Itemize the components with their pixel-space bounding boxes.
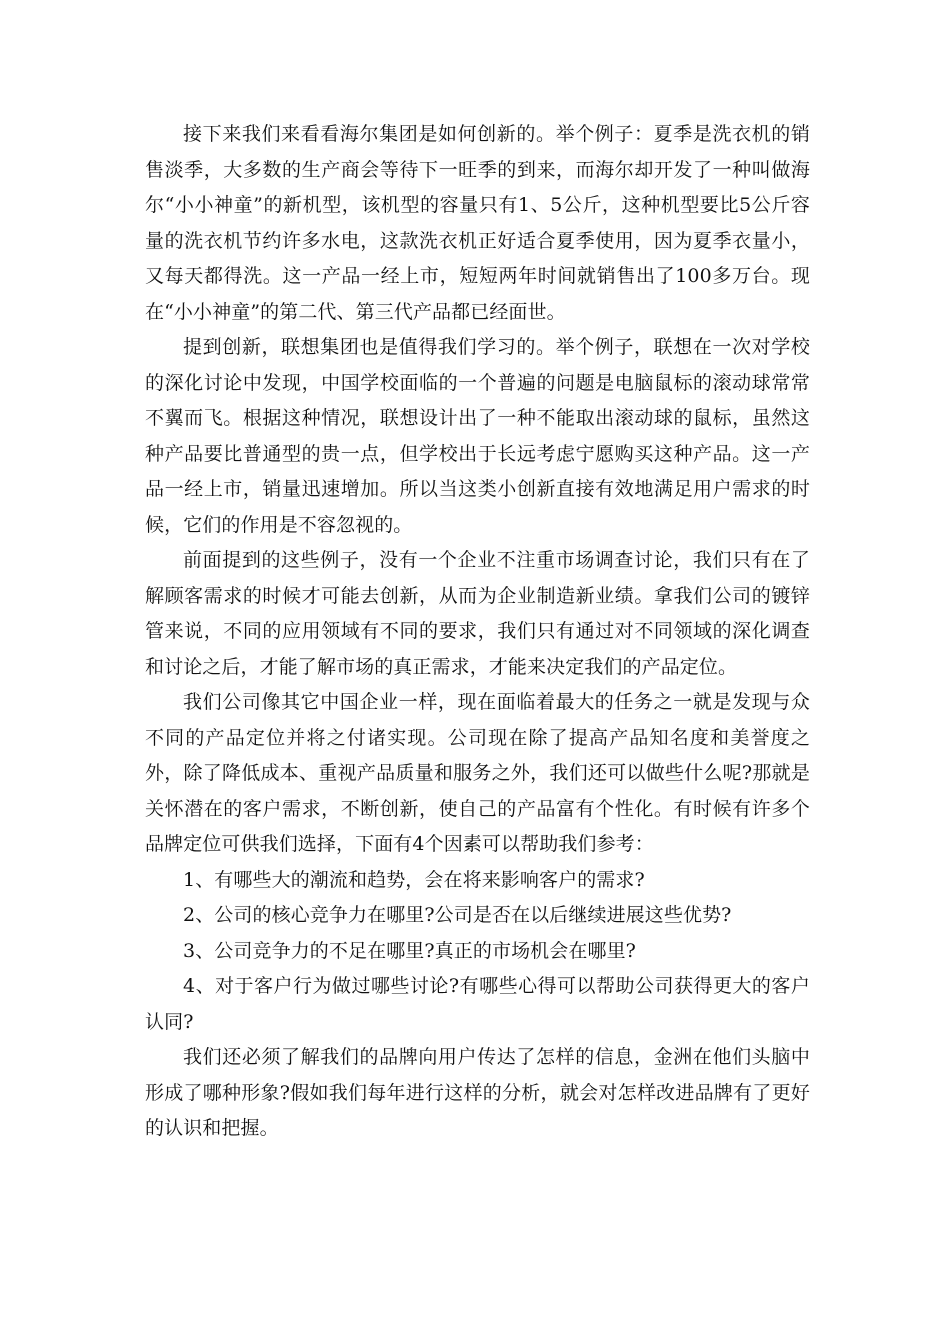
paragraph-haier: 接下来我们来看看海尔集团是如何创新的。举个例子：夏季是洗衣机的销售淡季，大多数的生产商会等待下一旺季的到来，而海尔却开发了一种叫做海尔“小小神童”的新机型，该机型的容量只有1、5公斤，这种机型要比5公斤容量的洗衣机节约许多水电，这款洗衣机正好适合夏季使用，因为夏季衣量小，又每天都得洗。这一产品一经上市，短短两年时间就销售出了100多万台。现在“小小神童”的第二代、第三代产品都已经面世。 — [145, 123, 810, 323]
list-item-factor-2: 2、公司的核心竞争力在哪里?公司是否在以后继续进展这些优势? — [183, 904, 732, 926]
list-item-factor-1: 1、有哪些大的潮流和趋势，会在将来影响客户的需求? — [183, 868, 645, 891]
paragraph-market-research: 前面提到的这些例子，没有一个企业不注重市场调查讨论，我们只有在了解顾客需求的时候才可能去创新，从而为企业制造新业绩。拿我们公司的镀锌管来说，不同的应用领域有不同的要求，我们只有通过对不同领域的深化调查和讨论之后，才能了解市场的真正需求，才能来决定我们的产品定位。 — [145, 549, 810, 678]
list-item-factor-4: 4、对于客户行为做过哪些讨论?有哪些心得可以帮助公司获得更大的客户认同? — [145, 975, 810, 1033]
paragraph-brand-message: 我们还必须了解我们的品牌向用户传达了怎样的信息，金洲在他们头脑中形成了哪种形象?假如我们每年进行这样的分析，就会对怎样改进品牌有了更好的认识和把握。 — [145, 1046, 810, 1139]
document-body — [145, 117, 810, 1147]
list-item-factor-3: 3、公司竞争力的不足在哪里?真正的市场机会在哪里? — [183, 939, 636, 962]
paragraph-product-positioning: 我们公司像其它中国企业一样，现在面临着最大的任务之一就是发现与众不同的产品定位并将之付诸实现。公司现在除了提高产品知名度和美誉度之外，除了降低成本、重视产品质量和服务之外，我们还可以做些什么呢?那就是关怀潜在的客户需求，不断创新，使自己的产品富有个性化。有时候有许多个品牌定位可供我们选择，下面有4个因素可以帮助我们参考： — [145, 691, 810, 855]
paragraph-lenovo: 提到创新，联想集团也是值得我们学习的。举个例子，联想在一次对学校的深化讨论中发现，中国学校面临的一个普遍的问题是电脑鼠标的滚动球常常不翼而飞。根据这种情况，联想设计出了一种不能取出滚动球的鼠标，虽然这种产品要比普通型的贵一点，但学校出于长远考虑宁愿购买这种产品。这一产品一经上市，销量迅速增加。所以当这类小创新直接有效地满足用户需求的时候，它们的作用是不容忽视的。 — [145, 336, 810, 536]
